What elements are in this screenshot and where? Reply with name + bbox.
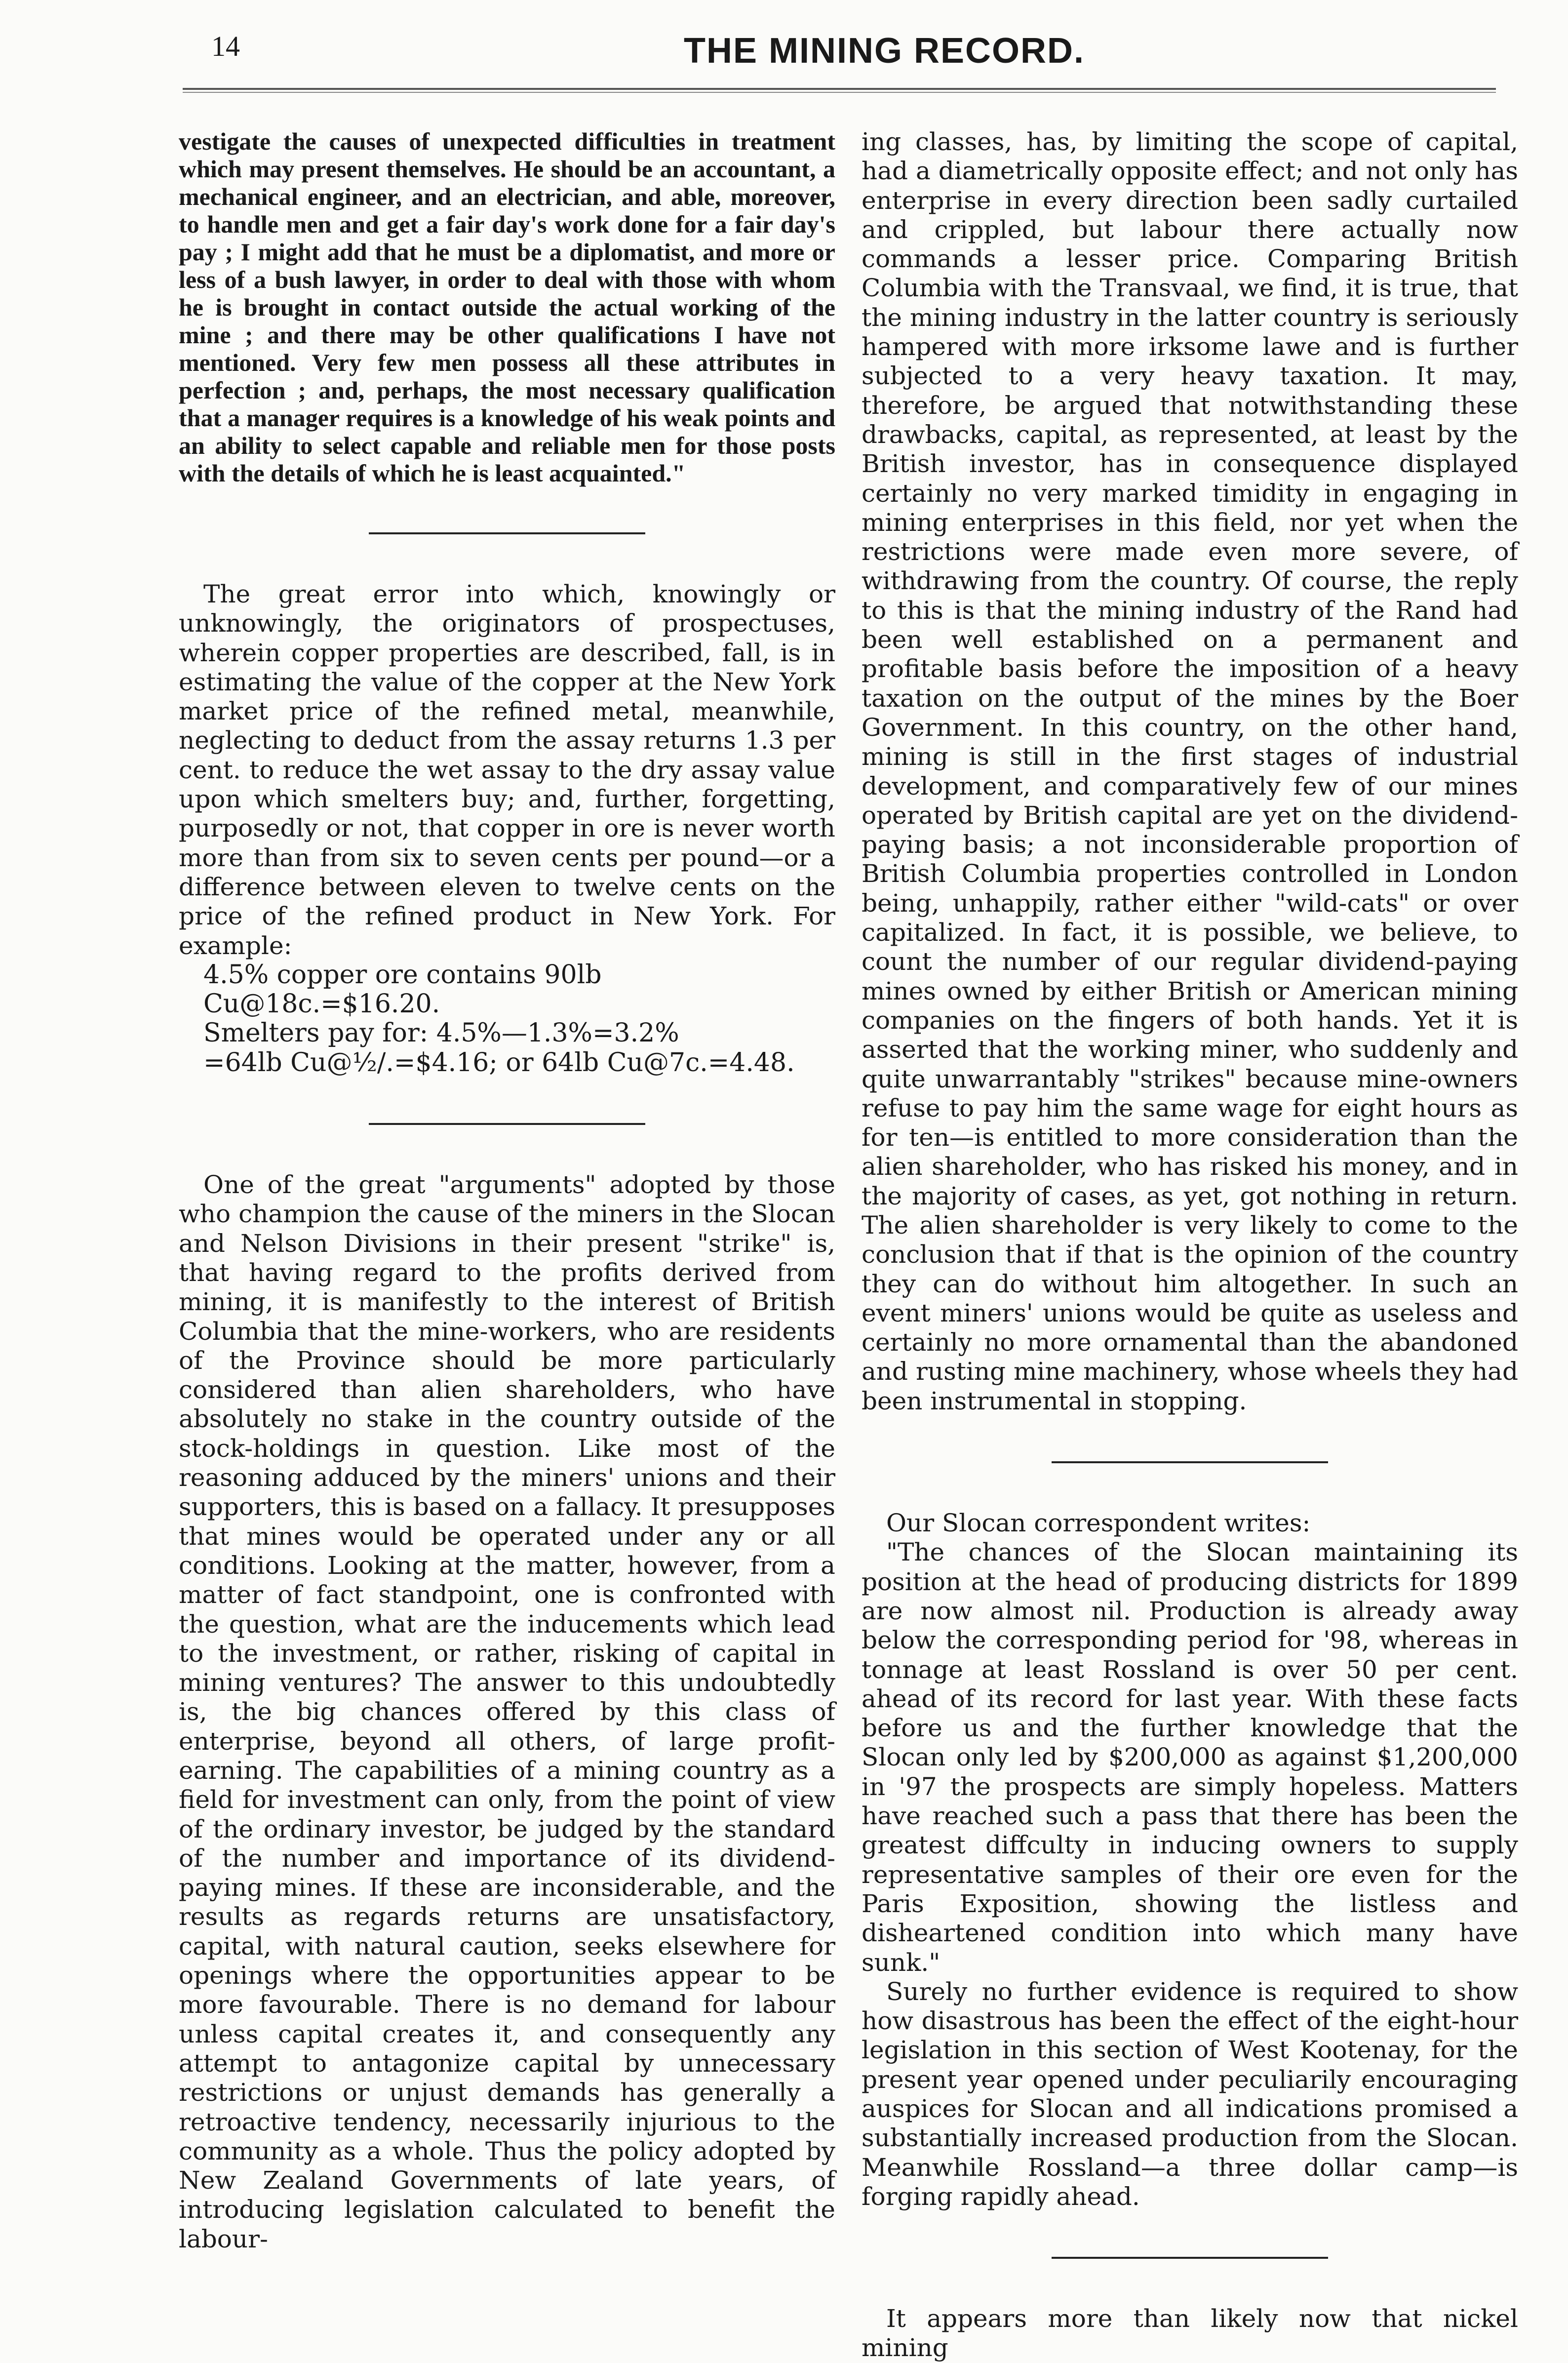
copper-prospectus-paragraph: The great error into which, knowingly or unknowingly, the originators of prospectuses, wherein copper properties are described, fall, is in estimating the value of the copper at the New York market price of the refined metal, meanwhile, neglecting to deduct from the assay returns 1.3 per cent. to reduce the wet assay to the dry assay value upon which smelters buy; and, further, forgetting, purposedly or not, that copper in ore is never worth more than from six to seven cents per pound—or a difference between eleven to twelve cents on the price of the refined product in New York. For example: (179, 580, 835, 960)
page-header (0, 0, 1568, 99)
capital-continuation-paragraph: ing classes, has, by limiting the scope of capital, had a diametrically opposite effect; and not only has enterprise in every direction been sadly curtailed and crippled, but labour there actually now commands a lesser price. Comparing British Columbia with the Transvaal, we find, it is true, that the mining industry in the latter country is seriously hampered with more irksome lawe and is further subjected to a very heavy taxation. It may, therefore, be argued that notwithstanding these drawbacks, capital, as represented, at least by the British investor, has in consequence displayed certainly no very marked timidity in engaging in mining enterprises in this field, nor yet when the restrictions were made even more severe, of withdrawing from the country. Of course, the reply to this is that the mining industry of the Rand had been well established on a permanent and profitable basis before the imposition of a heavy taxation on the output of the mines by the Boer Government. In this country, on the other hand, mining is still in the first stages of industrial development, and comparatively few of our mines operated by British capital are yet on the dividend-paying basis; a not inconsiderable proportion of British Columbia properties controlled in London being, unhappily, rather either "wild-cats" or over capitalized. In fact, it is possible, we believe, to count the number of our regular dividend-paying mines owned by either British or American mining companies on the fingers of both hands. Yet it is asserted that the working miner, who suddenly and quite unwarrantably "strikes" because mine-owners refuse to pay him the same wage for eight hours as for ten—is entitled to more consideration than the alien shareholder, who has risked his money, and in the majority of cases, as yet, got nothing in return. The alien shareholder is very likely to come to the conclusion that if that is the opinion of the country they can do without him altogether. In such an event miners' unions would be quite as useless and certainly no more ornamental than the abandoned and rusting mine machinery, whose wheels they had been instrumental in stopping. (862, 127, 1518, 1415)
header-rule (183, 88, 1496, 93)
eight-hour-evidence-paragraph: Surely no further evidence is required to show how disastrous has been the effect of the eight-hour legislation in this section of West Kootenay, for the present year opened under peculiarily encouraging auspices for Slocan and all indications promised a substantially increased production from the Slocan. Meanwhile Rossland—a three dollar camp—is forging rapidly ahead. (862, 1977, 1518, 2211)
example-line: =64lb Cu@½/.=$4.16; or 64lb Cu@7c.=4.48. (203, 1047, 795, 1078)
correspondent-intro: Our Slocan correspondent writes: (886, 1509, 1311, 1538)
miners-arguments-paragraph: One of the great "arguments" adopted by those who champion the cause of the miners in the Slocan and Nelson Divisions in their present "strike" is, that having regard to the profits derived from mining, it is manifestly to the interest of British Columbia that the mine-workers, who are residents of the Province should be more particularly considered than alien shareholders, who have absolutely no stake in the country outside of the stock-holdings in question. Like most of the reasoning adduced by the miners' unions and their supporters, this is based on a fallacy. It presupposes that mines would be operated under any or all conditions. Looking at the matter, however, from a matter of fact standpoint, one is confronted with the question, what are the inducements which lead to the investment, or rather, risking of capital in mining ventures? The answer to this undoubtedly is, the big chances offered by this class of enterprise, beyond all others, of large profit-earning. The capabilities of a mining country as a field for investment can only, from the point of view of the ordinary investor, be judged by the standard of the number and importance of its dividend-paying mines. If these are inconsiderable, and the results as regards returns are unsatisfactory, capital, with natural caution, seeks elsewhere for openings where the opportunities appear to be more favourable. There is no demand for labour unless capital creates it, and consequently any attempt to antagonize capital by unnecessary restrictions or unjust demands has generally a retroactive tendency, necessarily injurious to the community as a whole. Thus the policy adopted by New Zealand Governments of late years, of introducing legislation calculated to benefit the labour- (179, 1170, 835, 2253)
nickel-mining-paragraph: It appears more than likely now that nickel mining (862, 2304, 1518, 2363)
correspondent-quote: "The chances of the Slocan maintaining its position at the head of producing districts for 1899 are now almost nil. Production is already away below the corresponding period for '98, whereas in tonnage at least Rossland is over 50 per cent. ahead of its record for last year. With these facts before us and the further knowledge that the Slocan only led by $200,000 as against $1,200,000 in '97 the prospects are simply hopeless. Matters have reached such a pass that there has been the greatest diffculty in inducing owners to supply representative samples of their ore even for the Paris Exposition, showing the listless and disheartened condition into which many have sunk." (862, 1538, 1518, 1977)
right-column (862, 127, 1518, 2363)
section-divider (1052, 2257, 1328, 2259)
example-line: 4.5% copper ore contains 90lb Cu@18c.=$16.20. (203, 960, 602, 1019)
section-divider (369, 532, 645, 534)
example-line: Smelters pay for: 4.5%—1.3%=3.2% (203, 1018, 679, 1048)
page-number: 14 (211, 30, 240, 62)
section-divider (369, 1123, 645, 1125)
copper-example (179, 961, 835, 1078)
journal-title: THE MINING RECORD. (684, 31, 1085, 71)
manager-qualifications-paragraph: vestigate the causes of unexpected difficulties in treatment which may present themselves. He should be an accountant, a mechanical engineer, and an electrician, and able, moreover, to handle men and get a fair day's work done for a fair day's pay ; I might add that he must be a diplomatist, and more or less of a bush lawyer, in order to deal with those with whom he is brought in contact outside the actual working of the mine ; and there may be other qualifications I have not mentioned. Very few men possess all these attributes in perfection ; and, perhaps, the most necessary qualification that a manager requires is a knowledge of his weak points and an ability to select capable and reliable men for those posts with the details of which he is least acquainted." (179, 127, 835, 487)
section-divider (1052, 1461, 1328, 1463)
left-column (179, 127, 835, 2254)
